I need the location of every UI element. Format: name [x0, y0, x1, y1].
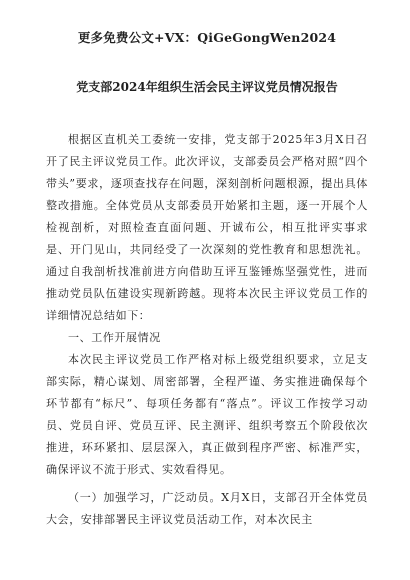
intro-paragraph: 根据区直机关工委统一安排，党支部于2025年3月X日召开了民主评议党员工作。此次评议，支部委员会严格对照“四个带头”要求，逐项查找存在问题，深刻剖析问题根源，提出具体整改措施。全体党员从支部委员开始紧扣主题，逐一开展个人检视剖析，对照检查直面问题、开诚布公，相互批评实事求是、开门见山，共同经受了一次深刻的党性教育和思想洗礼。通过自我剖析找准前进方向借助互评互鉴锤炼坚强党性，进而推动党员队伍建设实现新跨越。现将本次民主评议党员工作的详细情况总结如下：: [46, 133, 368, 322]
document-title: 党支部2024年组织生活会民主评议党员情况报告: [76, 80, 338, 94]
section-heading-work-status: 一、工作开展情况: [68, 331, 161, 344]
watermark-header: 更多免费公文+VX：QiGeGongWen2024: [77, 30, 337, 45]
section-paragraph-work-status: 本次民主评议党员工作严格对标上级党组织要求，立足支部实际，精心谋划、周密部署，全程严谨、务实推进确保每个环节都有“标尺”、每项任务都有“落点”。评议工作按学习动员、党员自评、党员互评、民主测评、组织考察五个阶段依次推进，环环紧扣、层层深入，真正做到程序严密、标准严实，确保评议不流于形式、实效看得见。: [46, 353, 368, 476]
subsection-paragraph-study-mobilize: （一）加强学习，广泛动员。X月X日，支部召开全体党员大会，安排部署民主评议党员活动工作，对本次民主: [46, 491, 368, 526]
